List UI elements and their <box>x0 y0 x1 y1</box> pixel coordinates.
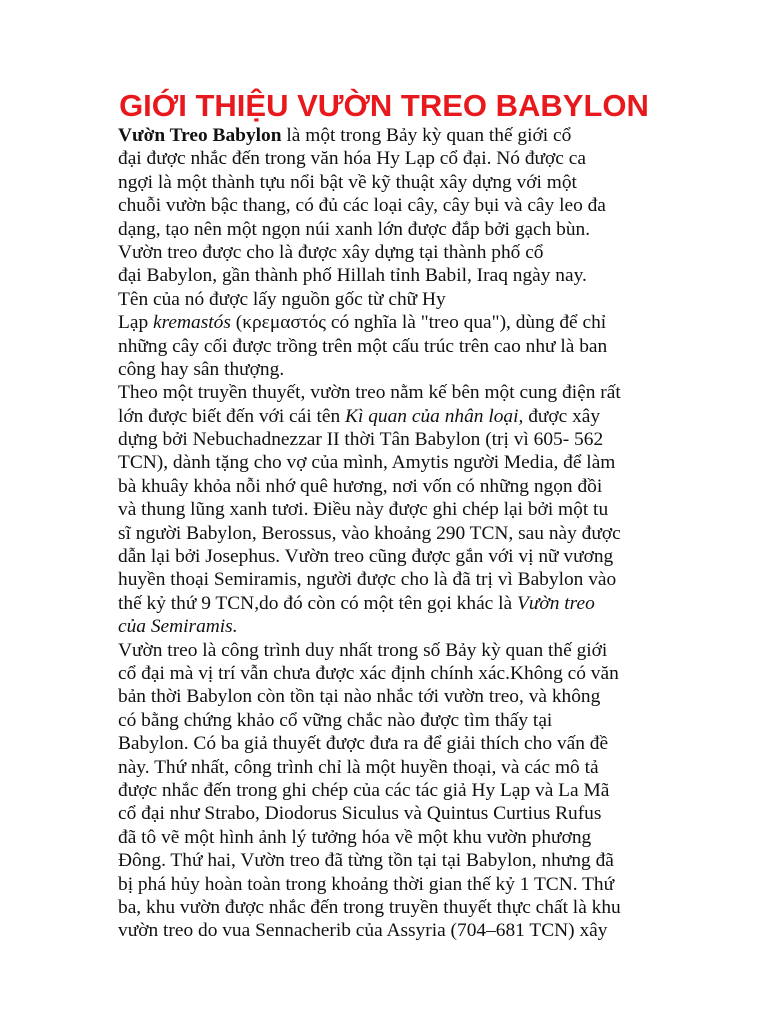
text-line <box>118 218 678 241</box>
text-line <box>118 732 678 755</box>
text-line <box>118 498 678 521</box>
text-line <box>118 428 678 451</box>
text-run: ba, khu vườn được nhắc đến trong truyền thuyết thực chất là khu <box>118 896 621 918</box>
text-line <box>118 592 678 615</box>
text-line <box>118 826 678 849</box>
text-run: những cây cối được trồng trên một cấu trúc trên cao như là ban <box>118 335 608 357</box>
text-run: bà khuây khỏa nỗi nhớ quê hương, nơi vốn có những ngọn đồi <box>118 475 603 497</box>
italic-term: của Semiramis. <box>118 616 238 638</box>
text-run: Vườn treo được cho là được xây dựng tại thành phố cổ <box>118 241 544 263</box>
text-run: sĩ người Babylon, Berossus, vào khoảng 290 TCN, sau này được <box>118 522 621 544</box>
text-run: này. Thứ nhất, công trình chỉ là một huyền thoại, và các mô tả <box>118 756 599 778</box>
text-line <box>118 264 678 287</box>
text-line <box>118 685 678 708</box>
text-line <box>118 335 678 358</box>
text-line <box>118 802 678 825</box>
text-run: cổ đại mà vị trí vẫn chưa được xác định chính xác.Không có văn <box>118 662 619 684</box>
page-title: GIỚI THIỆU VƯỜN TREO BABYLON <box>119 88 649 123</box>
text-run: bản thời Babylon còn tồn tại nào nhắc tới vườn treo, và không <box>118 686 601 708</box>
text-line <box>118 615 678 638</box>
text-run: đại Babylon, gần thành phố Hillah tỉnh Babil, Iraq ngày nay. <box>118 265 587 287</box>
text-line <box>118 358 678 381</box>
text-line <box>118 568 678 591</box>
text-line <box>118 662 678 685</box>
text-run: chuỗi vườn bậc thang, có đủ các loại cây, cây bụi và cây leo đa <box>118 195 606 217</box>
text-run: và thung lũng xanh tươi. Điều này được ghi chép lại bởi một tu <box>118 499 609 521</box>
italic-term: kremastós <box>153 312 231 334</box>
text-line <box>118 381 678 404</box>
text-run: được xây <box>523 405 601 427</box>
text-run: vườn treo do vua Sennacherib của Assyria (704–681 TCN) xây <box>118 920 608 942</box>
text-line <box>118 522 678 545</box>
text-line <box>118 147 678 170</box>
text-run: (κρεμαστός có nghĩa là "treo qua"), dùng để chỉ <box>230 312 607 334</box>
text-run: là một trong Bảy kỳ quan thế giới cổ <box>281 125 572 146</box>
text-run: Theo một truyền thuyết, vườn treo nằm kế bên một cung điện rất <box>118 382 621 404</box>
text-run: huyền thoại Semiramis, người được cho là đã trị vì Babylon vào <box>118 569 617 591</box>
text-line <box>118 919 678 942</box>
text-run: Vườn treo là công trình duy nhất trong số Bảy kỳ quan thế giới <box>118 639 608 661</box>
text-run: Tên của nó được lấy nguồn gốc từ chữ Hy <box>118 288 446 310</box>
text-run: dẫn lại bởi Josephus. Vườn treo cũng được gắn với vị nữ vương <box>118 546 614 568</box>
text-line <box>118 171 678 194</box>
text-run: Đông. Thứ hai, Vườn treo đã từng tồn tại tại Babylon, nhưng đã <box>118 850 614 872</box>
text-run: TCN), dành tặng cho vợ của mình, Amytis người Media, để làm <box>118 452 616 474</box>
text-line <box>118 194 678 217</box>
text-run: có bằng chứng khảo cổ vững chắc nào được tìm thấy tại <box>118 709 553 731</box>
text-line <box>118 311 678 334</box>
text-line <box>118 545 678 568</box>
text-line <box>118 709 678 732</box>
italic-term: Vườn treo <box>516 592 595 614</box>
text-line <box>118 873 678 896</box>
text-line <box>118 849 678 872</box>
text-line <box>118 639 678 662</box>
italic-term: Kì quan của nhân loại, <box>345 405 524 427</box>
text-line <box>118 288 678 311</box>
text-line <box>118 896 678 919</box>
text-run: Lạp <box>118 312 153 334</box>
text-run: dựng bởi Nebuchadnezzar II thời Tân Babylon (trị vì 605- 562 <box>118 429 604 451</box>
text-line <box>118 779 678 802</box>
text-run: đã tô vẽ một hình ảnh lý tưởng hóa về một khu vườn phương <box>118 826 592 848</box>
text-line <box>118 124 678 147</box>
text-run: công hay sân thượng. <box>118 358 285 380</box>
body-text <box>118 124 678 943</box>
text-line <box>118 451 678 474</box>
text-run: thế kỷ thứ 9 TCN,do đó còn có một tên gọi khác là <box>118 592 517 614</box>
bold-term: Vườn Treo Babylon <box>118 125 282 146</box>
text-run: ngợi là một thành tựu nổi bật về kỹ thuật xây dựng với một <box>118 171 577 193</box>
text-run: đại được nhắc đến trong văn hóa Hy Lạp cổ đại. Nó được ca <box>118 148 586 170</box>
text-run: Babylon. Có ba giả thuyết được đưa ra để giải thích cho vấn đề <box>118 733 609 755</box>
text-line <box>118 475 678 498</box>
text-line <box>118 756 678 779</box>
text-run: bị phá hủy hoàn toàn trong khoảng thời gian thế kỷ 1 TCN. Thứ <box>118 873 615 895</box>
text-line <box>118 405 678 428</box>
text-run: cổ đại như Strabo, Diodorus Siculus và Quintus Curtius Rufus <box>118 803 602 825</box>
text-run: dạng, tạo nên một ngọn núi xanh lớn được đắp bởi gạch bùn. <box>118 218 591 240</box>
text-line <box>118 241 678 264</box>
text-run: được nhắc đến trong ghi chép của các tác giả Hy Lạp và La Mã <box>118 779 610 801</box>
text-run: lớn được biết đến với cái tên <box>118 405 346 427</box>
